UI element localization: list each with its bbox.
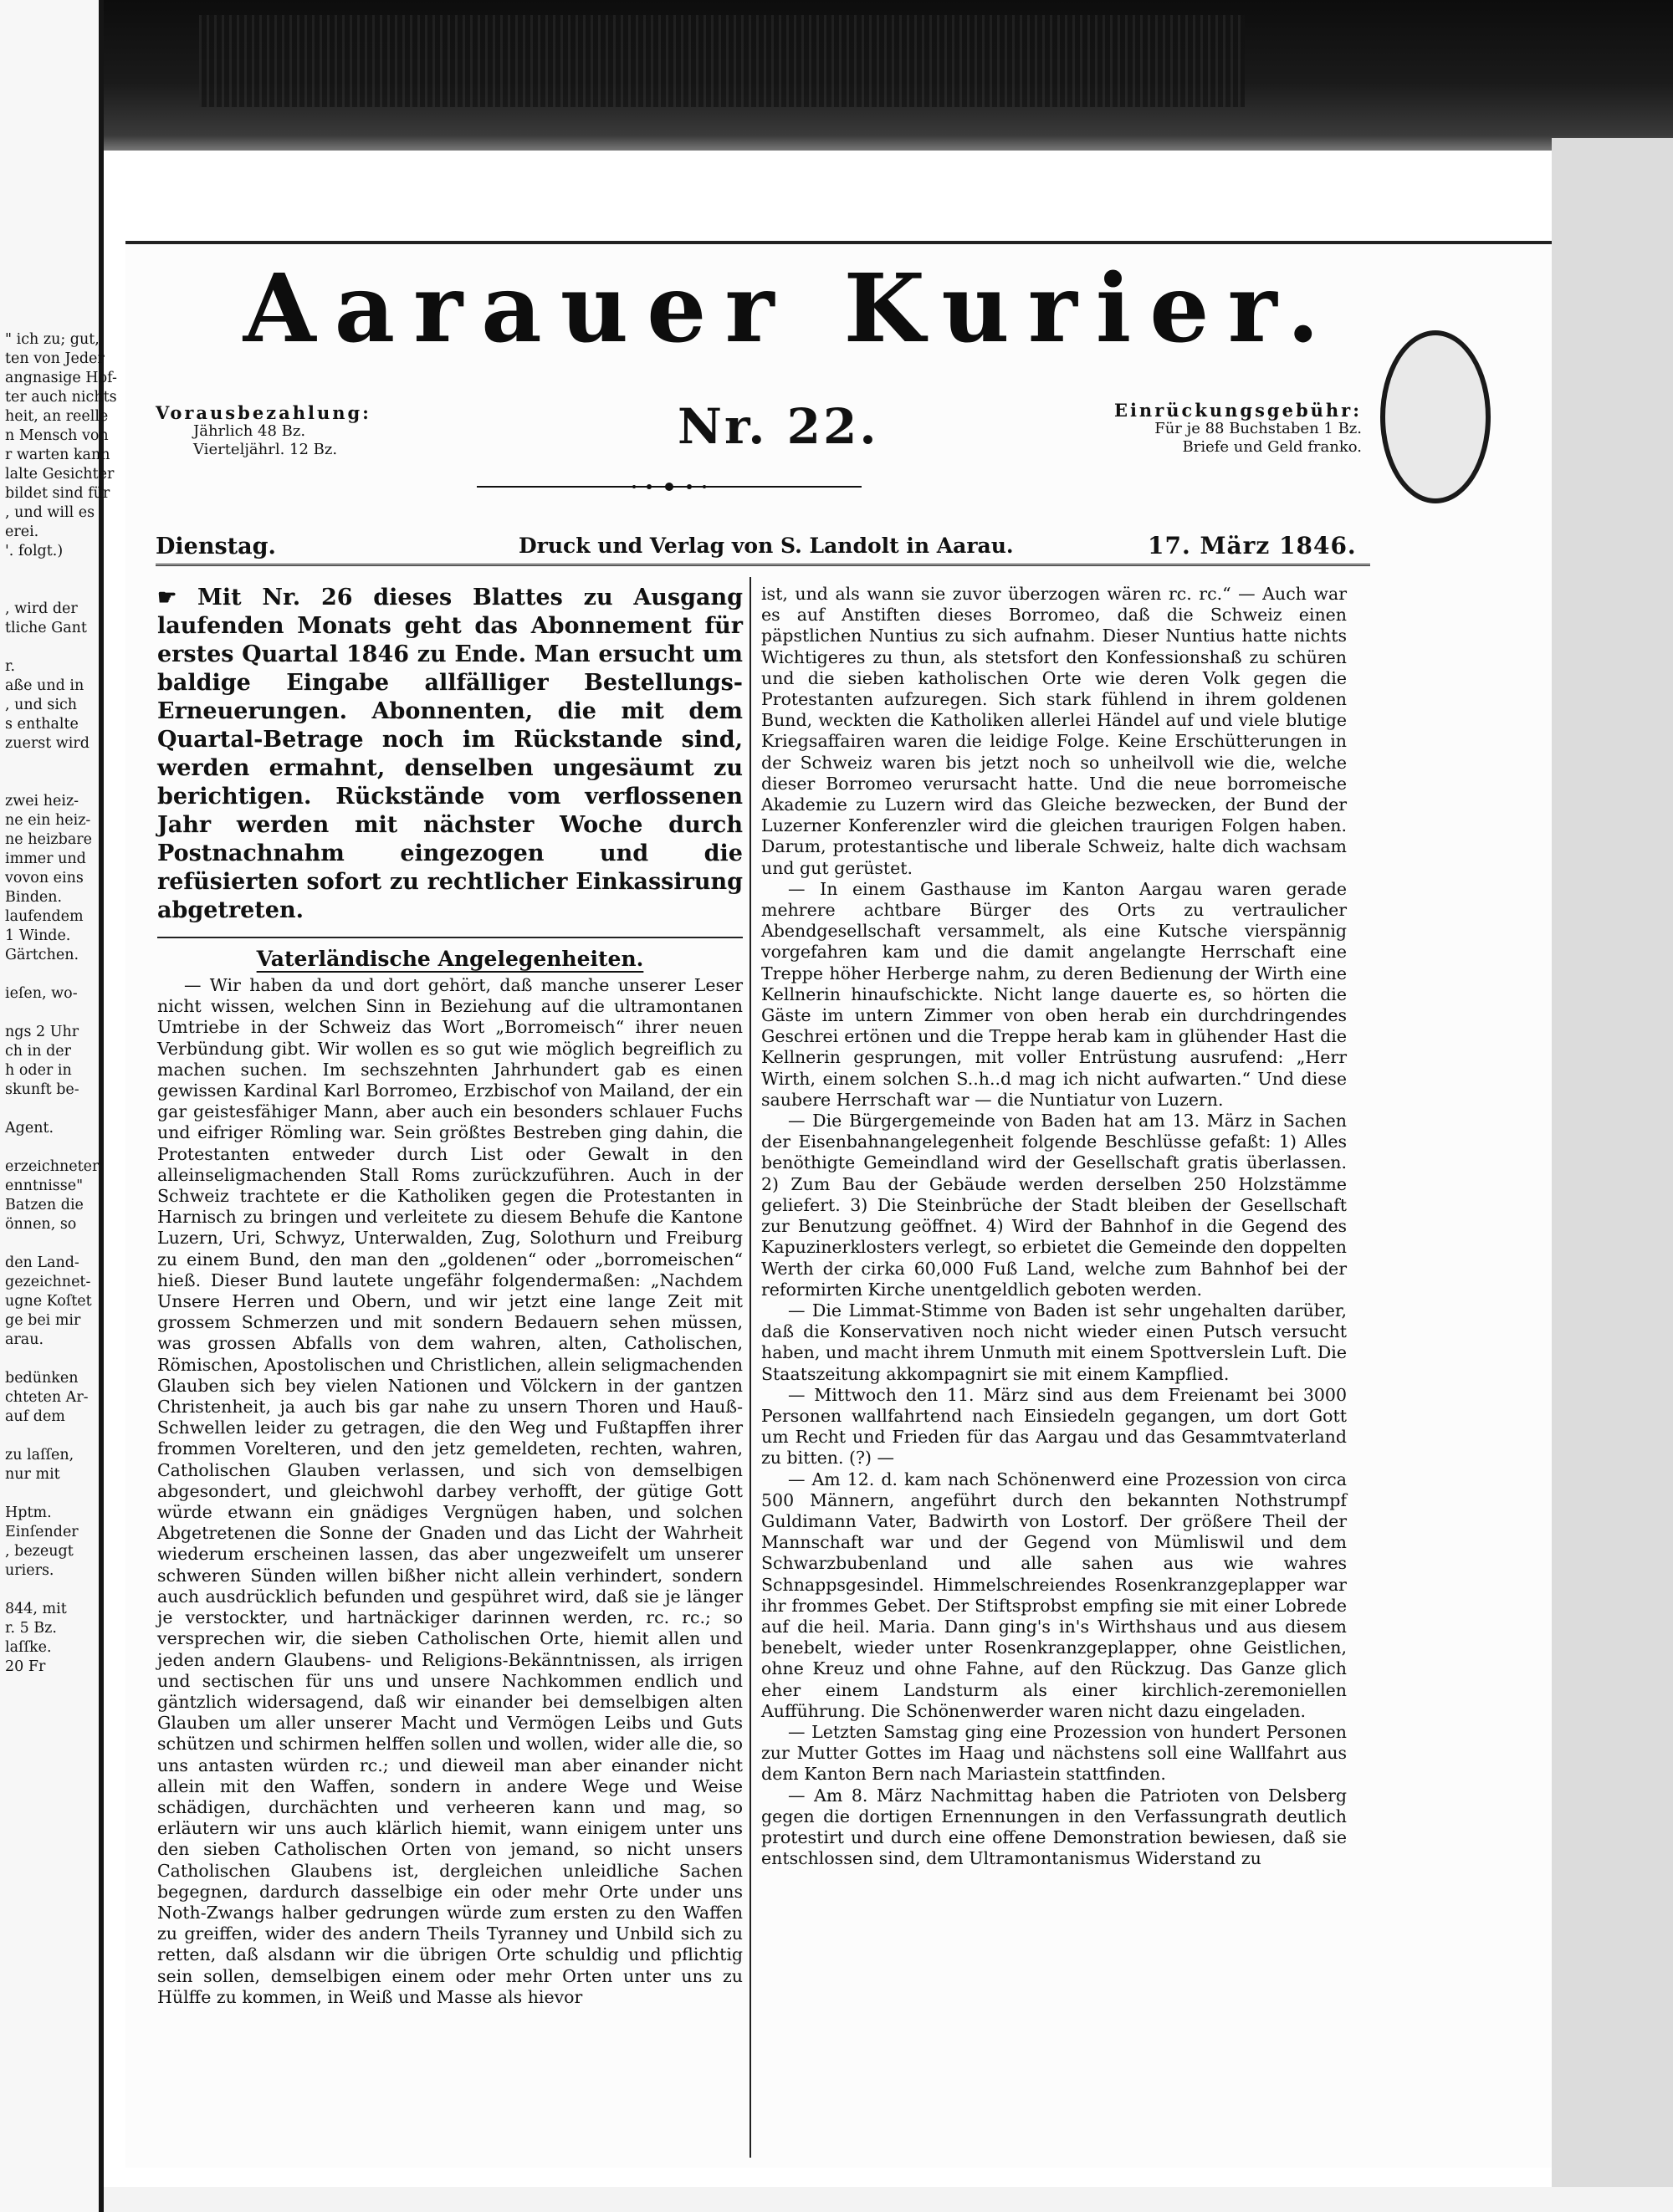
left-page-text-fragment: n Mensch von <box>5 427 109 444</box>
left-page-text-fragment: nur mit <box>5 1466 60 1483</box>
weekday: Dienstag. <box>156 534 276 559</box>
left-page-text-fragment <box>5 1484 99 1504</box>
scan-dark-edge <box>99 0 1673 151</box>
left-page-text-fragment: ieſen, wo- <box>5 985 78 1002</box>
article-paragraph: — In einem Gasthause im Kanton Aargau waren gerade mehrere achtbare Bürger des Orts zu vertraulicher Abendgesellschaft versammelt, als eine Kutsche vierspännig vorgefahren kam und die damit angelangte Herrschaft eine Treppe höher Herberge nahm, zu deren Bedienung der Wirth eine Kellnerin hinaufschickte. Nicht lange dauerte es, so hörten die Gäste im untern Zimmer von oben herab ein durchdringendes Geschrei ertönen und die Treppe herab kam in glühender Hast die Kellnerin gesprungen, mit voller Entrüstung ausrufend: „Herr Wirth, einem solchen S..h..d mag ich nicht aufwarten.“ Und diese saubere Herrschaft war — die Nuntiatur von Luzern. <box>761 878 1347 1110</box>
article-paragraph: — Die Limmat-Stimme von Baden ist sehr ungehalten darüber, daß die Konservativen noch nicht wieder einen Putsch versucht haben, und macht ihrem Unmuth mit einem Spottverslein Luft. Die Staatszeitung akkompagnirt sie mit einem Kampflied. <box>761 1300 1347 1384</box>
left-page-text-fragment: enntnisse" <box>5 1178 84 1194</box>
left-page-text-fragment: Gärtchen. <box>5 947 79 963</box>
left-page-text-fragment: ugne Koſtet <box>5 1293 92 1310</box>
left-page-text-fragment: 1 Winde. <box>5 927 71 944</box>
left-page-text-fragment: 20 Fr <box>5 1658 46 1675</box>
left-page-text-fragment: laufendem <box>5 908 84 925</box>
left-page-text-fragment <box>5 1004 99 1023</box>
pointing-hand-icon: ☛ <box>157 585 177 610</box>
left-page-text-fragment: erzeichneter <box>5 1158 100 1175</box>
masthead-rule <box>156 564 1370 566</box>
library-stamp <box>1380 330 1491 503</box>
left-page-text-fragment: immer und <box>5 851 86 867</box>
left-page-text-fragment: Einſender <box>5 1524 79 1540</box>
article-paragraph: — Am 12. d. kam nach Schönenwerd eine Prozession von circa 500 Männern, angeführt durch den bekannten Nothstrumpf Guldimann Vater, Badwirth von Lostorf. Der größere Theil der Mannschaft war und der Gegend von Mümliswil und dem Schwarzbubenland und alle sahen aus wie wahres Schnappsgesindel. Himmelschreiendes Rosenkranzgeplapper war ihr frommes Gebet. Der Stiftsprobst empfing sie mit einer Lobrede auf die heil. Maria. Dann ging's in's Wirthshaus und aus diesem benebelt, wieder unter Rosenkranzgeplapper, ohne Geistlichen, ohne Kreuz und ohne Fahne, auf den Rückzug. Das Ganze glich eher einem Landsturm als einer kirchlich-zeremoniellen Aufführung. Die Schönenwerder waren nicht dazu eingeladen. <box>761 1469 1347 1721</box>
left-page-text-fragment: chteten Ar- <box>5 1389 89 1406</box>
left-page-text-fragment: vovon eins <box>5 870 84 886</box>
left-page-text-fragment <box>5 638 99 657</box>
column-divider <box>750 577 751 2158</box>
left-page-fragment <box>0 0 117 2212</box>
left-page-text-fragment: , wird der <box>5 600 78 617</box>
left-page-text-fragment: den Land- <box>5 1254 79 1271</box>
article-paragraph: ist, und als wann sie zuvor überzogen wären rc. rc.“ — Auch war es auf Anstiften dieses Borromeo, daß die Schweiz einen päpstlichen Nuntius zu sich aufnahm. Dieser Nuntius hatte nichts Wichtigeres zu thun, als stetsfort den Konfessionshaß zu schüren und die sieben katholischen Orte wie deren Volk gegen die Protestanten aufzuregen. Sich stark fühlend in ihrem goldenen Bund, weckten die Katholiken allerlei Händel auf und viele blutige Kriegsaffairen waren die leidige Folge. Keine Erschütterungen in der Schweiz waren bis jetzt noch so unheilvoll wie die, welche dieser Borromeo verursacht hatte. Und die neue borromeische Akademie zu Luzern wird das Gleiche bezwecken, der Bund der Luzerner Konferenzler wird die gleichen traurigen Folgen haben. Darum, protestantische und liberale Schweiz, halte dich wachsam und gut gerüstet. <box>761 584 1347 878</box>
left-page-text-fragment: ngs 2 Uhr <box>5 1024 79 1040</box>
left-page-text-fragment <box>5 965 99 984</box>
left-page-text-fragment: , und sich <box>5 697 78 713</box>
left-page-text-fragment: önnen, so <box>5 1216 77 1233</box>
left-page-text-fragment: bildet sind für <box>5 485 110 502</box>
left-page-text-fragment: laſſke. <box>5 1639 52 1656</box>
insertion-fee-rate: Für je 88 Buchstaben 1 Bz. <box>1154 420 1362 437</box>
left-page-text-fragment: auf dem <box>5 1408 65 1425</box>
publisher-line: Druck und Verlag von S. Landolt in Aarau. <box>519 534 1014 558</box>
article-paragraph: — Die Bürgergemeinde von Baden hat am 13. März in Sachen der Eisenbahnangelegenheit folgende Beschlüsse gefaßt: 1) Alles benöthigte Gemeindland wird der Gesellschaft gratis überlassen. 2) Zum Bau der Gebäude werden derselben 250 Holzstämme geliefert. 3) Die Steinbrüche der Stadt bleiben der Gesellschaft zur Benutzung geöffnet. 4) Wird der Bahnhof in die Gegend des Kapuzinerklosters verlegt, so erbietet die Gemeinde den doppelten Werth der cirka 60,000 Fuß Land, welche zum Bahnhof bei der reformirten Kirche unentgeldlich geboten werden. <box>761 1111 1347 1300</box>
issue-date: 17. März 1846. <box>1148 532 1357 559</box>
left-page-text-fragment: zuerst wird <box>5 735 90 752</box>
left-page-text-fragment: zu laſſen, <box>5 1447 74 1464</box>
left-page-text-fragment: skunft be- <box>5 1081 79 1098</box>
left-page-text-fragment: tliche Gant <box>5 620 87 636</box>
left-page-text-fragment: arau. <box>5 1331 44 1348</box>
left-page-text-fragment <box>5 1138 99 1157</box>
left-page-text-fragment: '. folgt.) <box>5 543 64 559</box>
article-paragraph: — Wir haben da und dort gehört, daß manche unserer Leser nicht wissen, welchen Sinn in Beziehung auf die ultramontanen Umtriebe in der Schweiz das Wort „Borromeisch“ ihrer neuen Verbündung gibt. Wir wollen es so gut wie möglich begreiflich zu machen suchen. Im sechszehnten Jahrhundert gab es einen gewissen Kardinal Karl Borromeo, Erzbischof von Mailand, der ein gar geistesfähiger Mann, aber auch ein besonders schlauer Fuchs und eifriger Römling war. Sein größtes Bestreben ging dahin, die Protestanten entweder durch List oder Gewalt in den alleinseligmachenden Stall Roms zurückzuführen. Auch in der Schweiz trachtete er die Katholiken gegen die Protestanten in Harnisch zu bringen und verleitete zu diesem Behufe die Kantone Luzern, Uri, Schwyz, Unterwalden, Zug, Solothurn und Freiburg zu einem Bund, den man den „goldenen“ oder „borromeischen“ hieß. Dieser Bund lautete ungefähr folgendermaßen: „Nachdem Unsere Herren und Obern, und wir jetzt eine lange Zeit mit grossem Schmerzen und mit sondern Bedauern sehen müssen, was grossen Abfalls von dem wahren, alten, Catholischen, Römischen, Apostolischen und Christlichen, allein seligmachenden Glauben sich bey vielen Nationen und Völckern in der gantzen Christenheit, ja auch bis gar nahe zu unsern Thoren und Hauß-Schwellen leider zu getragen, die den Weg und Fußtapffen ihrer frommen Vorelteren, und den jetz gemeldeten, rechten, wahren, Catholischen Glauben verlassen, und sich von demselbigen abgesondert, und gleichwohl darbey verhofft, der gütige Gott würde etwann ein gnädiges Vergnügen haben, und solchen Abgetretenen die Sonne der Gnaden und das Licht der Wahrheit wiederum erscheinen lassen, das aber ungezweifelt um unserer schweren Sünden willen bißher nicht allein verhindert, sondern auch ausdrücklich befunden und gespühret wird, daß sie je länger je verstockter, und hartnäckiger darinnen werden, rc. rc.; so versprechen wir, die sieben Catholischen Orte, hiemit allen und jeden andern Glaubens- und Religions-Bekänntnissen, als irrigen und sectischen für uns und unsere Nachkommen endlich und gäntzlich widersagend, daß wir einander bei demselbigen alten Glauben um aller unserer Macht und Vermögen Leibs und Guts schützen und schirmen helffen sollen und wollen, wider alle die, so uns antasten würden rc.; und dieweil man aber einander nicht allein mit den Waffen, sondern in andere Wege und Weise schädigen, durchächten und verheeren kann und mag, so erläutern wir uns auch klärlich hiemit, wann einigem unter uns den sieben Catholischen Orten von jemand, so nicht unsers Catholischen Glaubens ist, dergleichen unleidliche Sachen begegnen, dardurch dasselbige ein oder mehr Orte under uns Noth-Zwangs halber gedrungen würde zum ersten zu den Waffen zu greiffen, wider des andern Theils Tyranney und Unbild sich zu retten, daß alsdann wir die übrigen Orte schuldig und pflichtig sein sollen, demselbigen einem oder mehr Orten unter uns zu Hülffe zu kommen, in Weiß und Masse als hievor <box>157 975 743 2007</box>
ornament-divider <box>477 481 862 493</box>
left-page-text-fragment <box>5 1581 99 1600</box>
notice-rule <box>157 937 743 938</box>
left-page-text-fragment: ge bei mir <box>5 1312 81 1329</box>
left-page-text-fragment: ten von Jeder <box>5 350 105 367</box>
left-column <box>157 584 743 2008</box>
left-page-text-fragment: 844, mit <box>5 1601 67 1617</box>
left-page-text-fragment: lalte Gesichter <box>5 466 115 483</box>
right-column <box>761 584 1347 1869</box>
subscription-price-block <box>156 404 371 459</box>
left-page-text-fragment: ne heizbare <box>5 831 92 848</box>
left-page-text-fragment: r warten kann <box>5 447 110 463</box>
article-paragraph: — Am 8. März Nachmittag haben die Patrioten von Delsberg gegen die dortigen Ernennungen in den Verfassungrath deutlich protestirt und durch eine offene Demonstration bewiesen, daß sie entschlossen sind, dem Ultramontanismus Widerstand zu <box>761 1785 1347 1869</box>
insertion-fee-label: Einrückungsgebühr: <box>1113 400 1362 421</box>
left-page-text-fragment: uriers. <box>5 1562 54 1579</box>
left-page-text-fragment: h oder in <box>5 1062 72 1079</box>
article-paragraph: — Letzten Samstag ging eine Prozession von hundert Personen zur Mutter Gottes im Haag und nächstens soll eine Wallfahrt aus dem Kanton Bern nach Mariastein stattfinden. <box>761 1721 1347 1785</box>
left-page-text-fragment <box>5 580 99 600</box>
left-page-text-fragment: ter auch nichts <box>5 389 117 406</box>
left-page-text-fragment: Batzen die <box>5 1197 84 1213</box>
left-page-text-fragment: s enthalte <box>5 716 79 733</box>
insertion-fee-franking: Briefe und Geld franko. <box>1182 438 1362 456</box>
left-page-text-fragment <box>5 754 99 773</box>
insertion-fee-block <box>1086 401 1362 457</box>
left-page-text-fragment: Binden. <box>5 889 63 906</box>
left-page-text-fragment: ch in der <box>5 1043 71 1060</box>
subscription-quarterly: Vierteljährl. 12 Bz. <box>193 441 338 458</box>
section-heading: Vaterländische Angelegenheiten. <box>256 947 644 971</box>
scan-bottom-edge <box>99 2187 1673 2212</box>
newspaper-title: Aarauer Kurier. <box>243 254 1338 364</box>
left-page-text-fragment: angnasige Hof- <box>5 370 117 386</box>
notice-text: Mit Nr. 26 dieses Blattes zu Ausgang laufenden Monats geht das Abonnement für erstes Quartal 1846 zu Ende. Man ersucht um baldige Eingabe allfälliger Bestellungs-Erneuerungen. Abonnenten, die mit dem Quartal-Betrage noch im Rückstande sind, werden ermahnt, denselben ungesäumt zu berichtigen. Rückstände vom verflossenen Jahr werden mit nächster Woche durch Postnachnahm eingezogen und die refüsierten sofort zu rechtlicher Einkassirung abgetreten. <box>157 585 743 923</box>
subscription-yearly: Jährlich 48 Bz. <box>193 422 306 440</box>
issue-number: Nr. 22. <box>678 398 879 455</box>
left-page-text-fragment: Agent. <box>5 1120 54 1137</box>
left-page-text-fragment: bedünken <box>5 1370 79 1387</box>
article-paragraph: — Mittwoch den 11. März sind aus dem Freienamt bei 3000 Personen wallfahrtend nach Einsiedeln gegangen, um dort Gott um Recht und Frieden für das Aargau und das Gesammtvaterland zu bitten. (?) — <box>761 1384 1347 1469</box>
left-page-text-fragment: " ich zu; gut, <box>5 331 100 348</box>
left-page-text-fragment: ne ein heiz- <box>5 812 91 829</box>
left-page-text-fragment: r. 5 Bz. <box>5 1620 57 1637</box>
left-page-text-fragment: zwei heiz- <box>5 793 79 810</box>
left-page-text-fragment: Hptm. <box>5 1504 52 1521</box>
subscription-label: Vorausbezahlung: <box>156 402 371 423</box>
left-page-text-fragment <box>5 1427 99 1446</box>
left-page-text-fragment: , bezeugt <box>5 1543 74 1560</box>
left-page-text-fragment: r. <box>5 658 16 675</box>
left-page-text-fragment: gezeichnet- <box>5 1274 91 1290</box>
left-page-text-fragment: aße und in <box>5 677 84 694</box>
left-page-text-fragment: , und will es <box>5 504 95 521</box>
left-page-text-fragment: heit, an reelle <box>5 408 109 425</box>
subscription-notice <box>157 584 743 925</box>
left-page-text-fragment <box>5 1350 99 1369</box>
left-page-text-fragment <box>5 561 99 580</box>
left-page-text-fragment <box>5 1234 99 1254</box>
left-page-text-fragment <box>5 1100 99 1119</box>
scan-right-edge <box>1552 138 1673 2212</box>
left-page-text-fragment: erei. <box>5 524 39 540</box>
left-page-text-fragment <box>5 773 99 792</box>
